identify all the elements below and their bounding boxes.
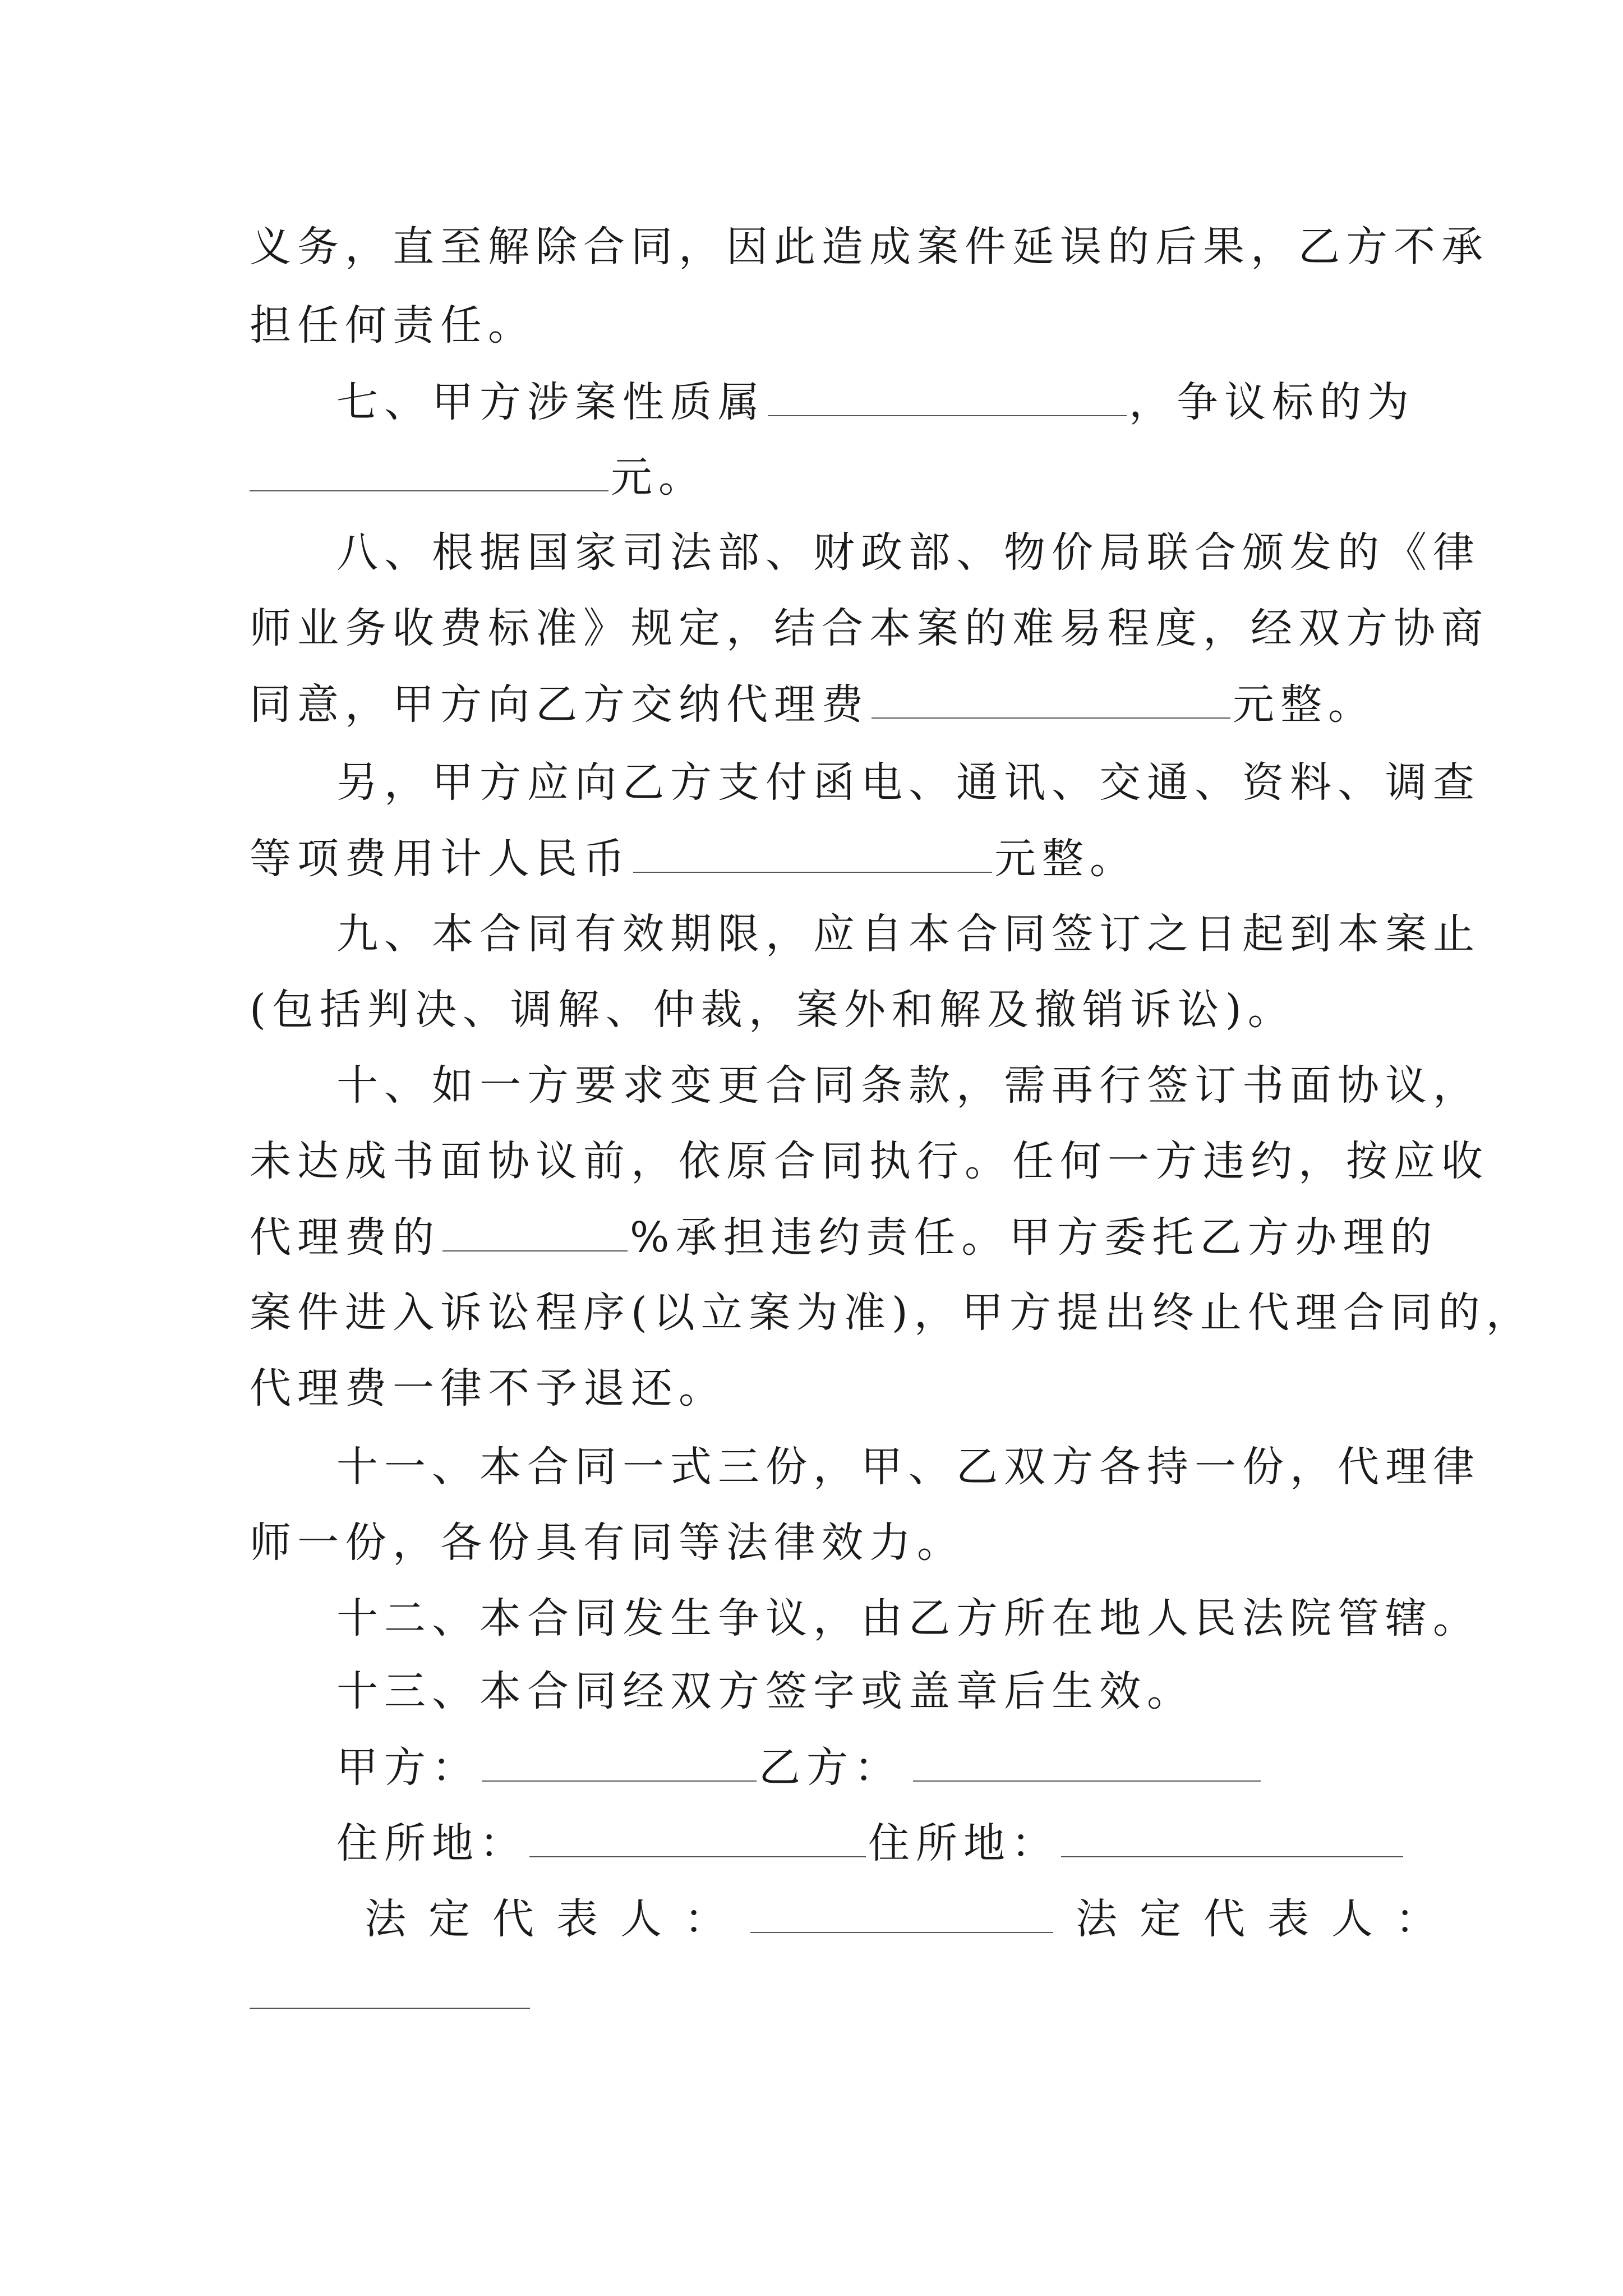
paragraph-line: 代理费一律不予退还。 xyxy=(250,1364,726,1412)
party-a-label: 甲方： xyxy=(336,1743,479,1792)
expense-blank[interactable] xyxy=(633,830,992,873)
address-a-blank[interactable] xyxy=(529,1815,866,1857)
paragraph-line: 师一份，各份具有同等法律效力。 xyxy=(250,1519,965,1567)
party-line xyxy=(336,1739,1263,1796)
clause-11-line: 十一、本合同一式三份，甲、乙双方各持一份，代理律 xyxy=(336,1443,1481,1491)
expense-unit: 元整。 xyxy=(994,835,1137,883)
clause-7-line xyxy=(336,374,1415,430)
case-nature-blank[interactable] xyxy=(768,374,1127,416)
address-line xyxy=(336,1815,1405,1871)
penalty-percent-blank[interactable] xyxy=(442,1209,628,1251)
rep-b-label: 法定代表人： xyxy=(1076,1895,1459,1943)
rep-a-label: 法定代表人： xyxy=(365,1895,748,1943)
rep-b-blank[interactable] xyxy=(250,1966,530,2009)
party-b-blank[interactable] xyxy=(913,1739,1261,1782)
representative-line xyxy=(365,1890,1459,1947)
expense-text: 等项费用计人民币 xyxy=(250,835,631,883)
clause-8-line: 八、根据国家司法部、财政部、物价局联合颁发的《律 xyxy=(336,528,1481,577)
party-b-label: 乙方： xyxy=(759,1743,902,1792)
paragraph-line: (包括判决、调解、仲裁，案外和解及撤销诉讼)。 xyxy=(250,986,1295,1034)
dispute-amount-blank[interactable] xyxy=(250,449,608,491)
paragraph-line: 未达成书面协议前，依原合同执行。任何一方违约，按应收 xyxy=(250,1137,1489,1185)
agency-fee-blank[interactable] xyxy=(872,676,1230,719)
address-b-label: 住所地： xyxy=(868,1819,1059,1867)
rep-a-blank[interactable] xyxy=(750,1890,1053,1933)
clause-9-line: 九、本合同有效期限，应自本合同签订之日起到本案止 xyxy=(336,910,1481,958)
paragraph-line: 另，甲方应向乙方支付函电、通讯、交通、资料、调查 xyxy=(336,758,1481,807)
address-b-blank[interactable] xyxy=(1061,1815,1403,1857)
agency-fee-line xyxy=(250,676,1376,733)
clause-10-line: 十、如一方要求变更合同条款，需再行签订书面协议， xyxy=(336,1061,1481,1110)
clause-7-text: 七、甲方涉案性质属 xyxy=(336,378,766,426)
clause-7-unit: 元。 xyxy=(611,453,706,501)
agency-fee-unit: 元整。 xyxy=(1233,680,1376,729)
address-a-label: 住所地： xyxy=(336,1819,527,1867)
expense-line xyxy=(250,830,1137,887)
paragraph-line: 师业务收费标准》规定，结合本案的难易程度，经双方协商 xyxy=(250,604,1489,652)
agency-fee-text: 同意，甲方向乙方交纳代理费 xyxy=(250,680,869,729)
paragraph-line: 担任何责任。 xyxy=(250,301,536,349)
clause-12-line: 十二、本合同发生争议，由乙方所在地人民法院管辖。 xyxy=(336,1594,1481,1642)
penalty-line xyxy=(250,1209,1438,1266)
party-a-blank[interactable] xyxy=(482,1739,757,1782)
penalty-text: 代理费的 xyxy=(250,1213,440,1262)
clause-7-text-2: ，争议标的为 xyxy=(1129,378,1415,426)
penalty-text-2: %承担违约责任。甲方委托乙方办理的 xyxy=(630,1213,1438,1262)
paragraph-line: 义务，直至解除合同，因此造成案件延误的后果，乙方不承 xyxy=(250,223,1489,271)
paragraph-line: 案件进入诉讼程序(以立案为准)，甲方提出终止代理合同的， xyxy=(250,1289,1534,1337)
rep-b-line xyxy=(250,1966,532,2023)
clause-7-amount-line xyxy=(250,449,706,505)
clause-13-line: 十三、本合同经双方签字或盖章后生效。 xyxy=(336,1667,1195,1715)
